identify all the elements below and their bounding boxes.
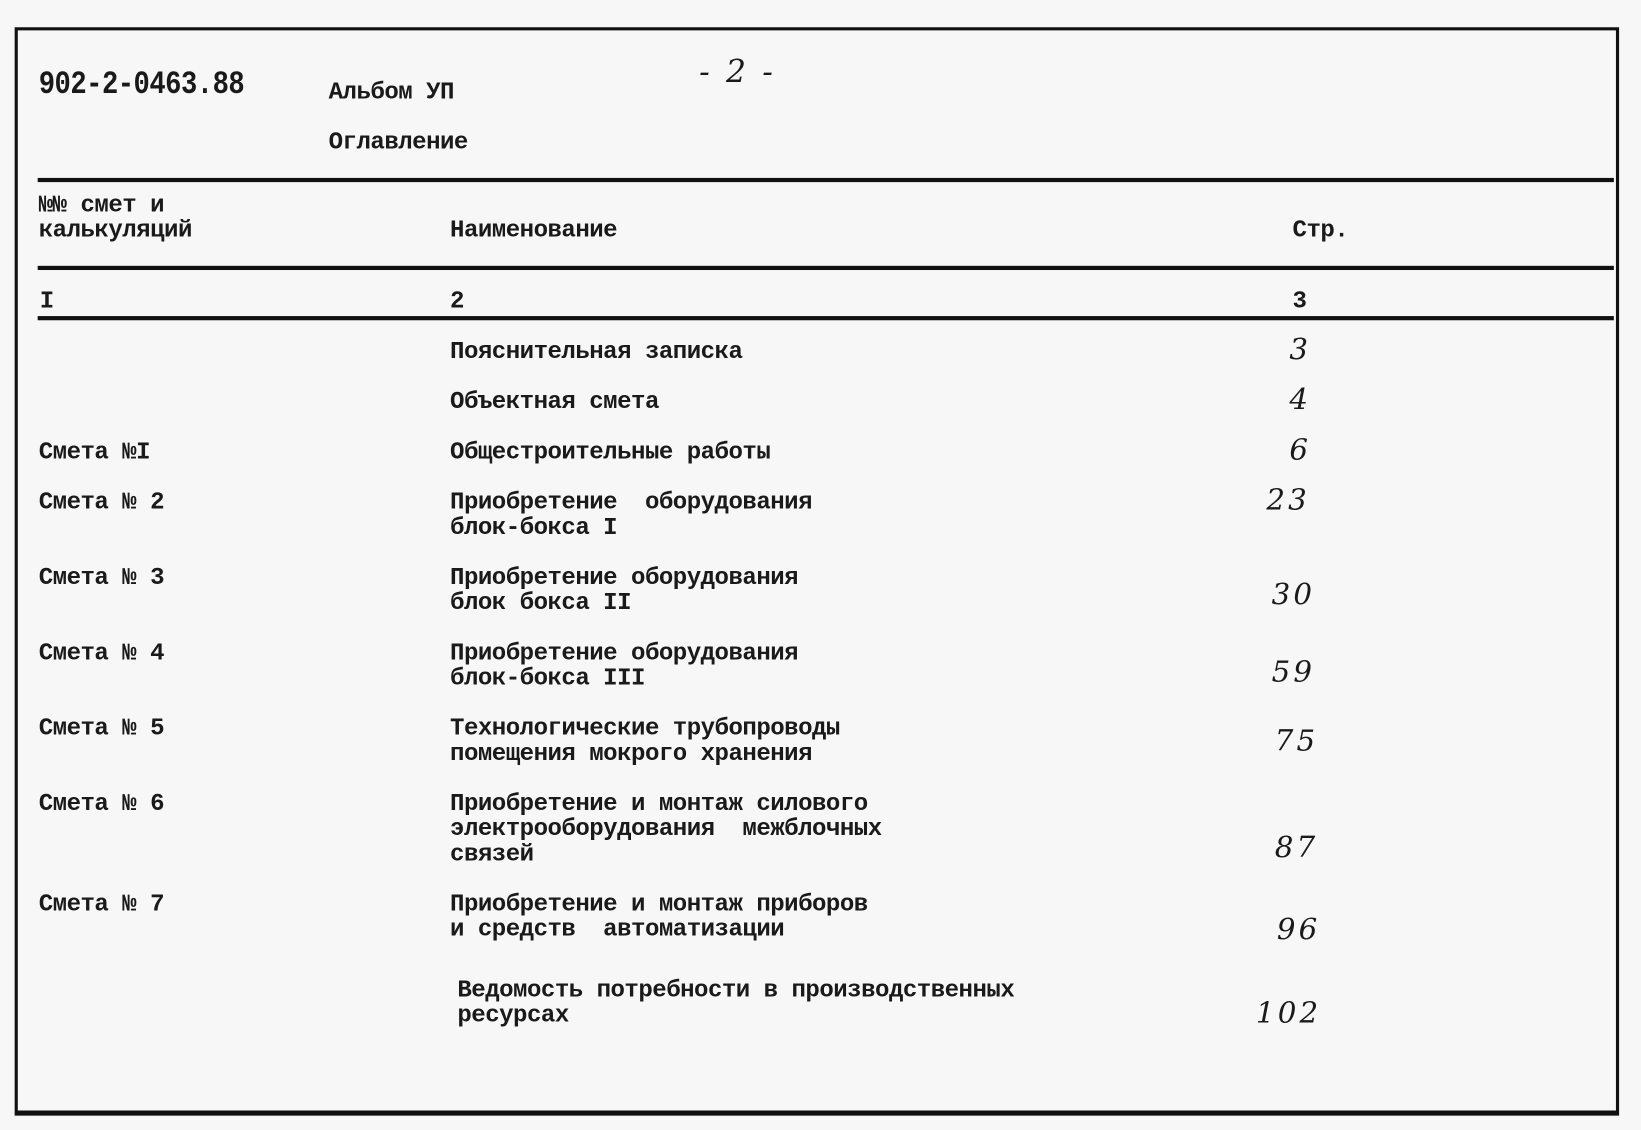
- column-header-estimates-line1: №№ смет и: [38, 191, 165, 219]
- column-number-1: I: [39, 287, 54, 316]
- entry-name-line: Приобретение оборудования: [450, 488, 813, 516]
- entry-name-line: Технологические трубопроводы: [450, 714, 840, 743]
- entry-name-line: блок-бокса III: [450, 664, 645, 692]
- entry-name-line: Приобретение и монтаж приборов: [450, 890, 868, 918]
- estimate-number: Смета № 3: [38, 564, 165, 592]
- document-code: 902-2-0463.88: [38, 65, 245, 103]
- numbering-bottom-rule: [38, 316, 1614, 320]
- entry-page-number: 6: [1289, 432, 1312, 467]
- entry-name-line: Общестроительные работы: [450, 438, 771, 466]
- estimate-number: Смета №I: [38, 438, 151, 466]
- entry-name-line: и средств автоматизации: [450, 915, 785, 943]
- estimate-number: Смета № 7: [38, 890, 165, 918]
- entry-page-number: 23: [1266, 482, 1310, 518]
- entry-page-number: 87: [1274, 829, 1319, 865]
- entry-page-number: 96: [1276, 911, 1321, 947]
- entry-page-number: 4: [1289, 382, 1312, 417]
- column-header-estimates-line2: калькуляций: [38, 216, 192, 244]
- column-number-3: 3: [1292, 287, 1307, 316]
- estimate-number: Смета № 4: [38, 639, 165, 667]
- entry-name-line: электрооборудования межблочных: [450, 815, 882, 843]
- album-label: Альбом УП: [328, 78, 454, 106]
- entry-page-number: 30: [1271, 576, 1316, 612]
- entry-page-number: 3: [1289, 331, 1312, 367]
- page-number: - 2 -: [699, 54, 776, 92]
- entry-name-line: блок-бокса I: [450, 513, 618, 542]
- page-frame: [15, 27, 1619, 1115]
- entry-name-line: Объектная смета: [450, 388, 659, 416]
- entry-name-line: Приобретение оборудования: [450, 639, 799, 667]
- entry-page-number: 75: [1274, 723, 1319, 758]
- column-number-2: 2: [450, 287, 464, 316]
- column-header-page: Стр.: [1292, 216, 1349, 244]
- entry-name-line: блок бокса II: [450, 589, 632, 617]
- page-title: Оглавление: [328, 128, 468, 156]
- entry-name-line: Приобретение и монтаж силового: [450, 790, 868, 818]
- entry-name-line: Приобретение оборудования: [450, 564, 799, 592]
- estimate-number: Смета № 6: [38, 790, 165, 818]
- entry-page-number: 59: [1271, 654, 1316, 689]
- entry-page-number: 102: [1255, 995, 1322, 1030]
- estimate-number: Смета № 5: [38, 714, 165, 743]
- entry-name-line: Пояснительная записка: [450, 338, 743, 366]
- table-top-rule: [38, 178, 1614, 182]
- entry-name-line: Ведомость потребности в производственных: [457, 976, 1015, 1004]
- estimate-number: Смета № 2: [38, 488, 165, 516]
- column-header-name: Наименование: [450, 216, 618, 244]
- entry-name-line: помещения мокрого хранения: [450, 739, 813, 768]
- entry-name-line: связей: [450, 840, 534, 868]
- header-bottom-rule: [38, 266, 1614, 270]
- entry-name-line: ресурсах: [457, 1001, 569, 1029]
